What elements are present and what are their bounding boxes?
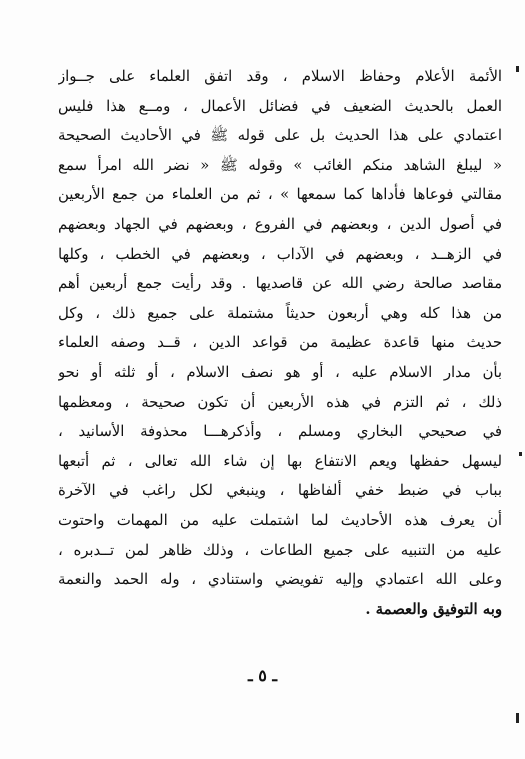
text-line: في الزهــد ، وبعضهم في الآداب ، وبعضهم في الخطب ، وكلها: [58, 245, 502, 263]
text-line: ليسهل حفظها ويعم الانتفاع بها إن شاء الله تعالى ، ثم أتبعها: [58, 452, 502, 470]
text-line: عليه من التنبيه على جميع الطاعات ، وذلك ظاهر لمن تــدبره ،: [58, 541, 502, 559]
text-line: بأن مدار الاسلام عليه ، أو هو نصف الاسلام ، أو ثلثه أو نحو: [58, 363, 502, 381]
page-number: ـ ٥ ـ: [247, 666, 278, 685]
text-line: حديث منها قاعدة عظيمة من قواعد الدين ، قــد وصفه العلماء: [58, 334, 502, 352]
text-line-final: وبه التوفيق والعصمة .: [365, 600, 502, 618]
text-line: في أصول الدين ، وبعضهم في الفروع ، وبعضهم في الجهاد وبعضهم: [58, 215, 502, 233]
text-line: أن يعرف هذه الأحاديث لما اشتملت عليه من المهمات واحتوت: [58, 511, 502, 529]
text-line: وعلى الله اعتمادي وإليه تفويضي واستنادي ، وله الحمد والنعمة: [58, 571, 502, 589]
text-line: مقاصد صالحة رضي الله عن قاصديها . وقد رأيت جمع أربعين أهم: [58, 275, 502, 293]
text-line: « ليبلغ الشاهد منكم الغائب » وقوله ﷺ « نضر الله امرأ سمع: [58, 156, 502, 174]
text-line: مقالتي فوعاها فأداها كما سمعها » ، ثم من العلماء من جمع الأربعين: [58, 186, 502, 204]
edge-mark: [516, 66, 519, 72]
text-line: من هذا كله وهي أربعون حديثاً مشتملة على جميع ذلك ، وكل: [58, 304, 502, 322]
text-line: في صحيحي البخاري ومسلم ، وأذكرهـــا محذوفة الأسانيد ،: [58, 423, 502, 441]
text-line: بباب في ضبط خفي ألفاظها ، وينبغي لكل راغب في الآخرة: [58, 482, 502, 500]
text-line: اعتمادي على هذا الحديث بل على قوله ﷺ في الأحاديث الصحيحة: [58, 127, 502, 145]
text-line: العمل بالحديث الضعيف في فضائل الأعمال ، ومــع هذا فليس: [58, 97, 502, 115]
edge-mark: [519, 452, 522, 456]
edge-mark: [516, 713, 519, 723]
body-text: [58, 62, 502, 624]
text-line: الأئمة الأعلام وحفاظ الاسلام ، وقد اتفق العلماء على جــواز: [58, 68, 502, 85]
text-line: ذلك ، ثم التزم في هذه الأربعين أن تكون صحيحة ، ومعظمها: [58, 393, 502, 411]
